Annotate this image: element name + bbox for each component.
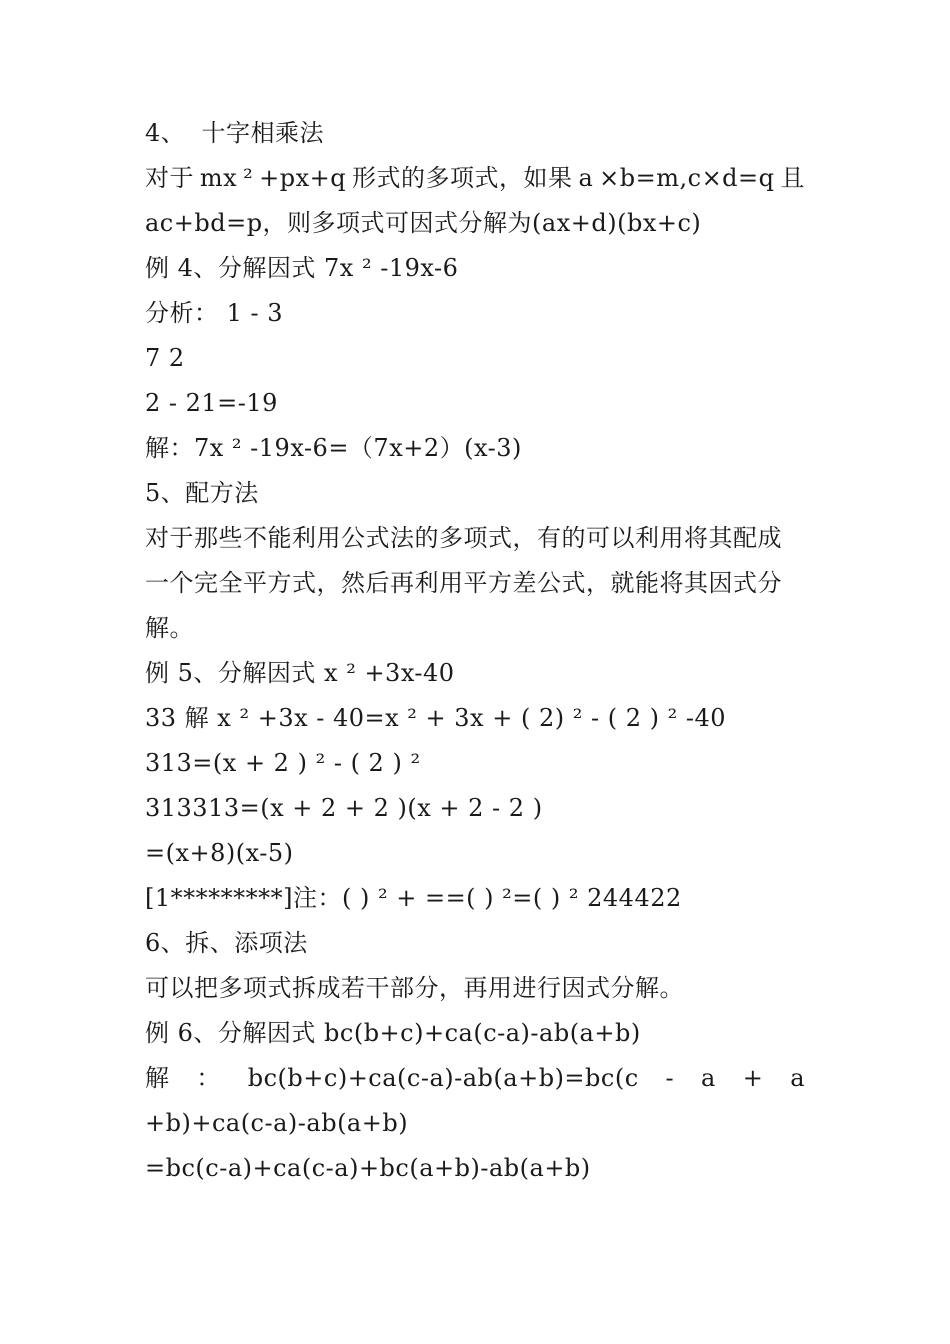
solution-line: =bc(c-a)+ca(c-a)+bc(a+b)-ab(a+b) — [145, 1154, 591, 1182]
word: 解 — [145, 1064, 170, 1092]
paragraph-line: 对于那些不能利用公式法的多项式，有的可以利用将其配成 — [145, 524, 782, 552]
section-heading-split-add-terms: 6、拆、添项法 — [145, 929, 308, 957]
solution-line: 313313=(x + 2 + 2 )(x + 2 - 2 ) — [145, 794, 543, 822]
word: ×b=m,c×d=q — [599, 164, 775, 192]
paragraph-line: 一个完全平方式，然后再利用平方差公式，就能将其因式分 — [145, 569, 782, 597]
paragraph-line: 解。 — [145, 614, 194, 642]
section-heading-cross-multiplication: 4、 十字相乘法 — [145, 119, 325, 147]
word: bc(b+c)+ca(c-a)-ab(a+b)=bc(c — [247, 1064, 639, 1092]
word: 对于 — [145, 164, 194, 192]
section-heading-completing-square: 5、配方法 — [145, 479, 259, 507]
word: 且 — [780, 164, 805, 192]
analysis-line: 2 - 21=-19 — [145, 389, 278, 417]
word: mx — [199, 164, 238, 192]
word: a — [578, 164, 594, 192]
word: a — [790, 1064, 805, 1092]
word: + — [742, 1064, 764, 1092]
solution-line: 解：7x ² -19x-6=（7x+2）(x-3) — [145, 434, 522, 462]
paragraph-line: ac+bd=p，则多项式可因式分解为(ax+d)(bx+c) — [145, 209, 702, 237]
example-heading: 例 6、分解因式 bc(b+c)+ca(c-a)-ab(a+b) — [145, 1019, 641, 1047]
solution-line: 33 解 x ² +3x - 40=x ² + 3x + ( 2) ² - ( 2 ) ² -40 — [145, 704, 726, 732]
analysis-line: 分析： 1 - 3 — [145, 299, 284, 327]
paragraph-line — [145, 163, 805, 193]
word: +px+q — [259, 164, 347, 192]
analysis-line: 7 2 — [145, 344, 185, 372]
word: 形式的多项式，如果 — [352, 164, 573, 192]
solution-line: 313=(x + 2 ) ² - ( 2 ) ² — [145, 749, 421, 777]
solution-line: =(x+8)(x-5) — [145, 839, 294, 867]
word: ： — [196, 1064, 221, 1092]
word: a — [701, 1064, 716, 1092]
solution-line: +b)+ca(c-a)-ab(a+b) — [145, 1109, 409, 1137]
solution-line — [145, 1063, 805, 1093]
note-line: [1*********]注：( ) ² + ==( ) ²=( ) ² 244422 — [145, 884, 682, 912]
word: - — [665, 1064, 675, 1092]
word: ² — [243, 164, 254, 192]
example-heading: 例 5、分解因式 x ² +3x-40 — [145, 659, 455, 687]
paragraph-line: 可以把多项式拆成若干部分，再用进行因式分解。 — [145, 974, 684, 1002]
example-heading: 例 4、分解因式 7x ² -19x-6 — [145, 254, 459, 282]
